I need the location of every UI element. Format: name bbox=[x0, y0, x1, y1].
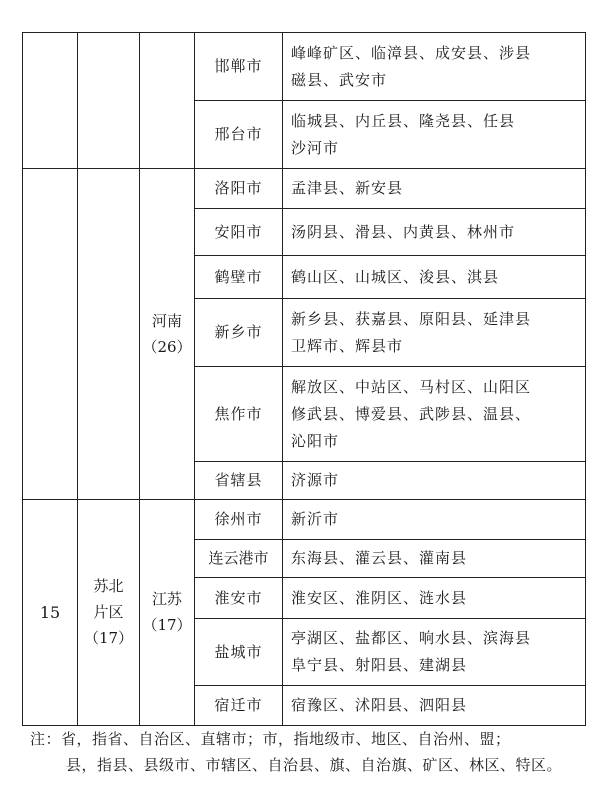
region-name-line: 片区 bbox=[93, 603, 124, 621]
province-count: （26） bbox=[142, 337, 192, 356]
county-line: 修武县、博爱县、武陟县、温县、 bbox=[291, 404, 532, 423]
county-list: 东海县、灌云县、灌南县 bbox=[283, 540, 586, 578]
province-cell bbox=[140, 169, 195, 500]
county-list: 宿豫区、沭阳县、泗阳县 bbox=[283, 686, 586, 726]
county-list: 鹤山区、山城区、浚县、淇县 bbox=[283, 256, 586, 299]
city-name: 安阳市 bbox=[195, 209, 283, 256]
county-line: 阜宁县、射阳县、建湖县 bbox=[291, 656, 468, 674]
province-count: （17） bbox=[142, 616, 192, 634]
city-name: 徐州市 bbox=[195, 500, 283, 540]
county-line: 卫辉市、辉县市 bbox=[291, 336, 404, 355]
city-name: 省辖县 bbox=[195, 462, 283, 500]
city-name: 邢台市 bbox=[195, 101, 283, 169]
province-cell bbox=[140, 500, 195, 726]
city-name: 宿迁市 bbox=[195, 686, 283, 726]
county-line: 新乡县、获嘉县、原阳县、延津县 bbox=[291, 309, 532, 328]
region-cell bbox=[78, 169, 140, 500]
row-number: 15 bbox=[23, 500, 78, 726]
county-list bbox=[283, 299, 586, 367]
county-list: 淮安区、淮阴区、涟水县 bbox=[283, 578, 586, 619]
county-list bbox=[283, 101, 586, 169]
county-list bbox=[283, 367, 586, 462]
province-name: 河南 bbox=[151, 311, 182, 330]
footnote bbox=[30, 726, 585, 778]
city-name: 鹤壁市 bbox=[195, 256, 283, 299]
region-name bbox=[78, 500, 140, 726]
region-name-line: 苏北 bbox=[93, 577, 124, 595]
county-list: 汤阴县、滑县、内黄县、林州市 bbox=[283, 209, 586, 256]
county-line: 沙河市 bbox=[291, 138, 340, 157]
footnote-line: 注：省，指省、自治区、直辖市；市，指地级市、地区、自治州、盟； bbox=[30, 730, 511, 748]
city-name: 连云港市 bbox=[195, 540, 283, 578]
county-line: 峰峰矿区、临漳县、成安县、涉县 bbox=[291, 43, 532, 62]
city-name: 焦作市 bbox=[195, 367, 283, 462]
region-cell bbox=[78, 33, 140, 169]
county-line: 磁县、武安市 bbox=[291, 70, 388, 89]
city-name: 淮安市 bbox=[195, 578, 283, 619]
county-line: 解放区、中站区、马村区、山阳区 bbox=[291, 377, 532, 396]
county-list-table bbox=[22, 32, 586, 726]
region-count: （17） bbox=[83, 629, 134, 647]
city-name: 新乡市 bbox=[195, 299, 283, 367]
footnote-line: 县，指县、县级市、市辖区、自治县、旗、自治旗、矿区、林区、特区。 bbox=[66, 756, 563, 774]
county-list: 孟津县、新安县 bbox=[283, 169, 586, 209]
county-line: 临城县、内丘县、隆尧县、任县 bbox=[291, 111, 516, 130]
city-name: 邯郸市 bbox=[195, 33, 283, 101]
county-list bbox=[283, 33, 586, 101]
city-name: 洛阳市 bbox=[195, 169, 283, 209]
province-name: 江苏 bbox=[151, 590, 182, 608]
county-list: 济源市 bbox=[283, 462, 586, 500]
province-cell bbox=[140, 33, 195, 169]
county-line: 亭湖区、盐都区、响水县、滨海县 bbox=[291, 629, 532, 647]
county-list: 新沂市 bbox=[283, 500, 586, 540]
row-number-cell bbox=[23, 169, 78, 500]
county-line: 沁阳市 bbox=[291, 431, 340, 450]
city-name: 盐城市 bbox=[195, 619, 283, 686]
row-number-cell bbox=[23, 33, 78, 169]
county-list bbox=[283, 619, 586, 686]
